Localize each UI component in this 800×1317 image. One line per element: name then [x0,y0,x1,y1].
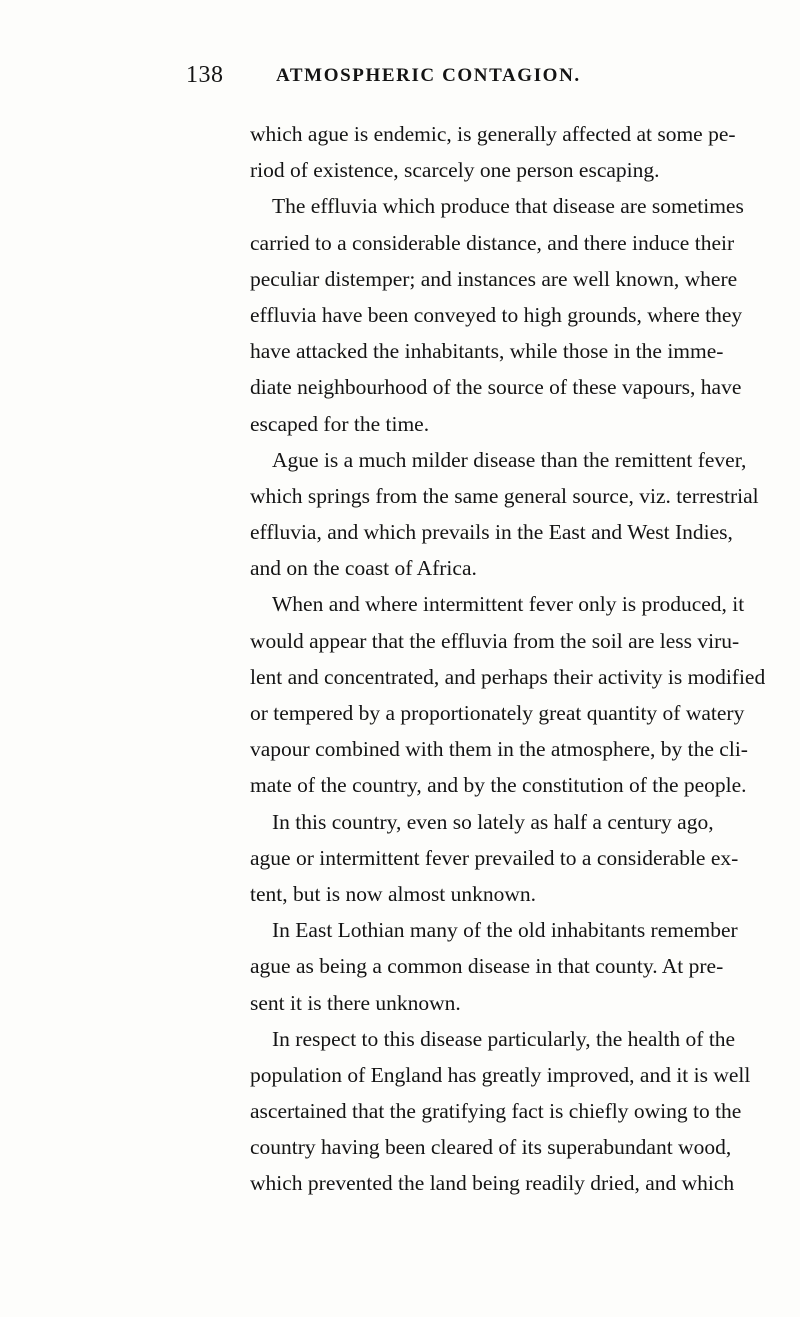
text-line: carried to a considerable distance, and there induce their [250,230,735,255]
text-line: lent and concentrated, and perhaps their activity is modified [250,664,766,689]
text-line: peculiar distemper; and instances are well known, where [250,266,738,291]
text-line: vapour combined with them in the atmosphere, by the cli- [250,737,748,762]
text-line: ague or intermittent fever prevailed to a considerable ex- [250,845,739,870]
text-line: When and where intermittent fever only is produced, it [272,592,745,617]
text-line: country having been cleared of its superabundant wood, [250,1135,732,1160]
text-line: In respect to this disease particularly, the health of the [272,1026,736,1051]
text-line: effluvia, and which prevails in the East and West Indies, [250,520,733,545]
text-line: sent it is there unknown. [250,990,461,1015]
text-line: tent, but is now almost unknown. [250,881,537,906]
text-line: which prevented the land being readily dried, and which [250,1171,735,1196]
text-line: Ague is a much milder disease than the remittent fever, [272,447,747,472]
text-line: riod of existence, scarcely one person escaping. [250,158,660,183]
text-line: which springs from the same general source, viz. terrestrial [250,483,759,508]
body-text [250,116,766,1202]
text-line: In East Lothian many of the old inhabitants remember [272,918,738,943]
text-line: would appear that the effluvia from the soil are less viru- [250,628,740,653]
text-line: The effluvia which produce that disease are sometimes [272,194,744,219]
text-line: have attacked the inhabitants, while those in the imme- [250,339,724,364]
text-line: diate neighbourhood of the source of these vapours, have [250,375,742,400]
text-line: and on the coast of Africa. [250,556,477,581]
text-line: escaped for the time. [250,411,430,436]
text-line: ascertained that the gratifying fact is chiefly owing to the [250,1099,742,1124]
text-line: ague as being a common disease in that county. At pre- [250,954,724,979]
text-line: In this country, even so lately as half a century ago, [272,809,714,834]
text-line: population of England has greatly improved, and it is well [250,1062,751,1087]
page-number: 138 [186,62,224,88]
running-head: ATMOSPHERIC CONTAGION. [276,65,581,86]
text-line: mate of the country, and by the constitution of the people. [250,773,747,798]
text-line: which ague is endemic, is generally affected at some pe- [250,122,736,146]
page-header [186,62,716,102]
text-line: or tempered by a proportionately great quantity of watery [250,701,745,725]
text-line: effluvia have been conveyed to high grounds, where they [250,302,743,327]
